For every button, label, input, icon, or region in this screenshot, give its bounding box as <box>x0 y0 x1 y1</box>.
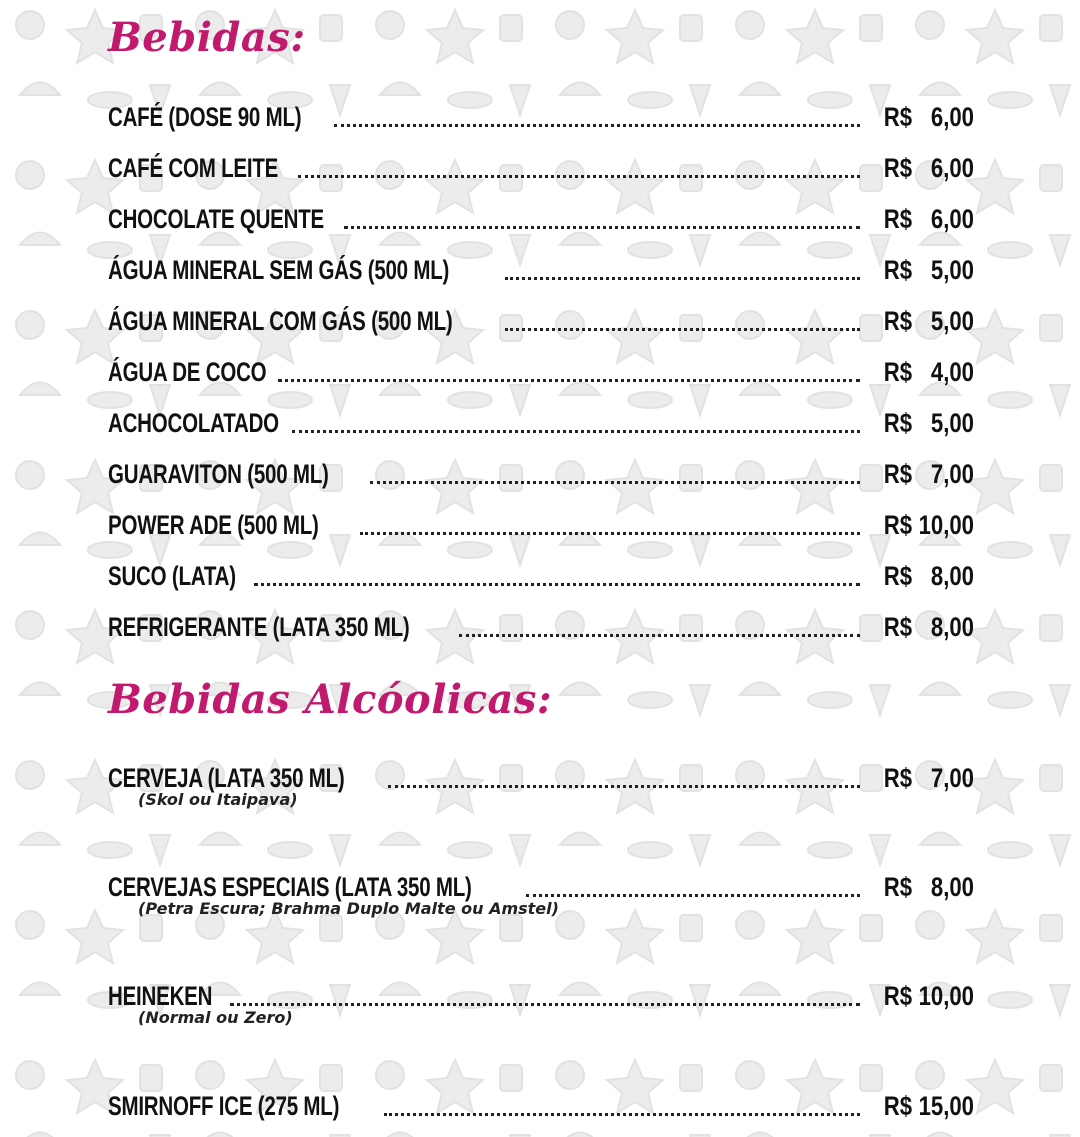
menu-item <box>108 609 974 649</box>
dot-leader <box>370 481 860 484</box>
item-price: 6,00 <box>930 153 974 183</box>
dot-leader <box>344 226 860 229</box>
item-price: 5,00 <box>930 408 974 438</box>
menu-item <box>108 978 974 1048</box>
item-price: 8,00 <box>930 872 974 902</box>
dot-leader <box>360 532 860 535</box>
item-name: ACHOCOLATADO <box>108 408 279 438</box>
dot-leader <box>526 894 860 897</box>
dot-leader <box>459 634 860 637</box>
item-price: 6,00 <box>930 204 974 234</box>
item-price: 7,00 <box>930 763 974 793</box>
item-currency: R$ <box>883 763 913 793</box>
menu-item <box>108 252 974 292</box>
item-name: POWER ADE (500 ML) <box>108 510 319 540</box>
menu-item <box>108 456 974 496</box>
dot-leader <box>278 379 860 382</box>
menu-item <box>108 869 974 939</box>
item-name: ÁGUA DE COCO <box>108 357 267 387</box>
item-price: 7,00 <box>930 459 974 489</box>
item-currency: R$ <box>883 561 913 591</box>
item-price: 5,00 <box>930 306 974 336</box>
menu-item <box>108 150 974 190</box>
dot-leader <box>388 785 860 788</box>
item-price: 10,00 <box>918 981 974 1011</box>
menu-item <box>108 558 974 598</box>
menu-item <box>108 405 974 445</box>
dot-leader <box>505 277 860 280</box>
menu-item <box>108 99 974 139</box>
item-name: CERVEJA (LATA 350 ML) <box>108 763 345 793</box>
item-price: 4,00 <box>930 357 974 387</box>
item-name: REFRIGERANTE (LATA 350 ML) <box>108 612 410 642</box>
item-name: CAFÉ COM LEITE <box>108 153 279 183</box>
item-currency: R$ <box>883 255 913 285</box>
item-currency: R$ <box>883 102 913 132</box>
item-name: CHOCOLATE QUENTE <box>108 204 324 234</box>
dot-leader <box>254 583 860 586</box>
menu-item <box>108 1088 974 1128</box>
item-currency: R$ <box>883 510 913 540</box>
item-price: 8,00 <box>930 561 974 591</box>
menu-item <box>108 760 974 830</box>
item-name: HEINEKEN <box>108 981 213 1011</box>
item-currency: R$ <box>883 1091 913 1121</box>
section-title-bebidas-alcoolicas: Bebidas Alcóolicas: <box>108 676 553 723</box>
item-currency: R$ <box>883 459 913 489</box>
menu-item <box>108 354 974 394</box>
item-currency: R$ <box>883 204 913 234</box>
item-price: 6,00 <box>930 102 974 132</box>
item-name: CAFÉ (DOSE 90 ML) <box>108 102 302 132</box>
item-price: 10,00 <box>918 510 974 540</box>
dot-leader <box>505 328 860 331</box>
item-currency: R$ <box>883 981 913 1011</box>
item-name: SUCO (LATA) <box>108 561 236 591</box>
item-price: 5,00 <box>930 255 974 285</box>
item-name: CERVEJAS ESPECIAIS (LATA 350 ML) <box>108 872 472 902</box>
item-name: ÁGUA MINERAL SEM GÁS (500 ML) <box>108 255 450 285</box>
item-currency: R$ <box>883 408 913 438</box>
item-note: (Normal ou Zero) <box>138 1008 293 1027</box>
menu-item <box>108 507 974 547</box>
item-name: ÁGUA MINERAL COM GÁS (500 ML) <box>108 306 453 336</box>
item-name: GUARAVITON (500 ML) <box>108 459 329 489</box>
item-currency: R$ <box>883 357 913 387</box>
item-note: (Petra Escura; Brahma Duplo Malte ou Amstel) <box>138 899 559 918</box>
item-price: 8,00 <box>930 612 974 642</box>
item-currency: R$ <box>883 612 913 642</box>
menu-item <box>108 201 974 241</box>
dot-leader <box>298 175 860 178</box>
section-title-bebidas: Bebidas: <box>108 14 306 61</box>
item-currency: R$ <box>883 153 913 183</box>
dot-leader <box>292 430 860 433</box>
menu-item <box>108 303 974 343</box>
dot-leader <box>230 1003 860 1006</box>
item-note: (Skol ou Itaipava) <box>138 790 298 809</box>
item-currency: R$ <box>883 306 913 336</box>
dot-leader <box>384 1113 860 1116</box>
dot-leader <box>334 124 860 127</box>
item-name: SMIRNOFF ICE (275 ML) <box>108 1091 340 1121</box>
item-price: 15,00 <box>918 1091 974 1121</box>
item-currency: R$ <box>883 872 913 902</box>
